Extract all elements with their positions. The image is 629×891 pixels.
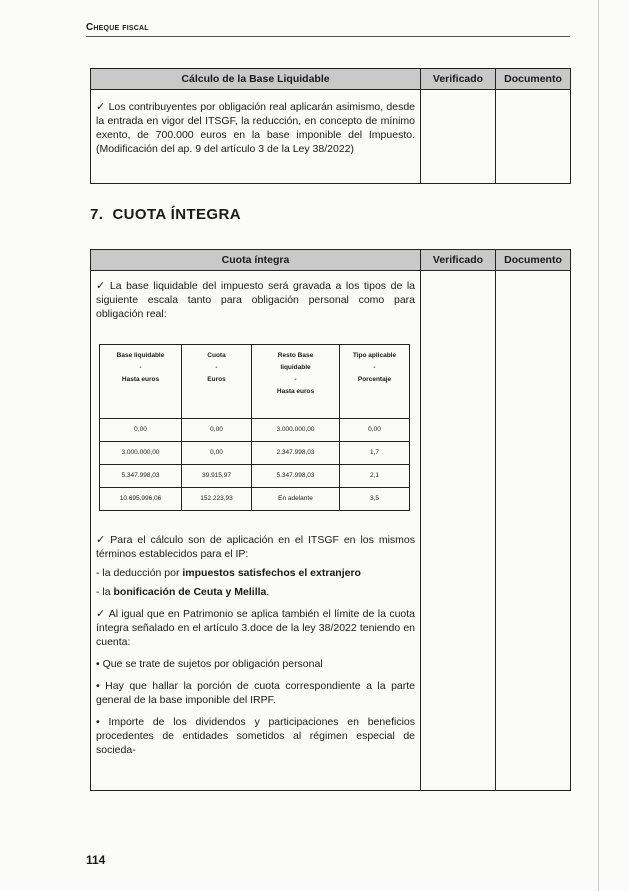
header-line: Tipo aplicable xyxy=(352,352,397,359)
running-head: Cheque fiscal xyxy=(86,22,149,33)
table-row xyxy=(91,271,571,791)
header-rule xyxy=(86,36,570,37)
scale-cell: 3,5 xyxy=(340,488,410,511)
base-liquidable-table xyxy=(90,68,571,184)
section-title: 7. CUOTA ÍNTEGRA xyxy=(90,206,241,223)
scale-header-resto xyxy=(252,345,340,419)
header-line: Cuota xyxy=(207,352,226,359)
para-limite-text: Al igual que en Patrimonio se aplica también el límite de la cuota íntegra señalado en el artículo 3.doce de la ley 38/2022 teniendo en cuenta: xyxy=(96,608,416,648)
scale-header-row xyxy=(100,345,410,419)
header-line: - xyxy=(294,376,297,383)
para-ip-text: Para el cálculo son de aplicación en el ITSGF en los mismos términos establecidos para el IP: xyxy=(96,534,416,560)
deduccion-bold: impuestos satisfechos el extranjero xyxy=(182,567,361,579)
header-line: - xyxy=(373,364,376,371)
scale-cell: 0,00 xyxy=(182,419,252,442)
header-line: Porcentaje xyxy=(357,376,392,383)
column-header-verificado: Verificado xyxy=(421,250,496,271)
table-row xyxy=(91,90,571,184)
scale-cell: 3.000.000,00 xyxy=(252,419,340,442)
scale-cell: 0,00 xyxy=(340,419,410,442)
deduccion-prefix: - la deducción por xyxy=(96,567,183,579)
scale-cell: 39.915,97 xyxy=(182,465,252,488)
scale-header-cuota xyxy=(182,345,252,419)
scale-cell: 0,00 xyxy=(100,419,182,442)
check-icon: ✓ xyxy=(96,280,107,292)
verificado-cell xyxy=(421,90,496,184)
para-ip xyxy=(96,533,415,561)
page-edge-line xyxy=(598,0,599,891)
column-header-documento: Documento xyxy=(496,69,571,90)
scale-cell: 5.347.998,03 xyxy=(252,465,340,488)
table-header-row xyxy=(91,69,571,90)
verificado-cell xyxy=(421,271,496,791)
scale-row xyxy=(100,488,410,511)
bonificacion-line xyxy=(96,585,415,599)
para-limite xyxy=(96,607,415,649)
scale-cell: 3.000.000,00 xyxy=(100,442,182,465)
deduccion-line xyxy=(96,566,415,580)
header-line: liquidable xyxy=(280,364,311,371)
scale-cell: 0,00 xyxy=(182,442,252,465)
bullet-icon: • xyxy=(96,680,100,692)
scale-cell: En adelante xyxy=(252,488,340,511)
scale-row xyxy=(100,442,410,465)
list-item xyxy=(96,657,415,671)
scale-cell: 2.347.998,03 xyxy=(252,442,340,465)
bonificacion-suffix: . xyxy=(266,586,270,598)
cuota-integra-table xyxy=(90,249,571,791)
tax-scale-table xyxy=(99,344,410,511)
scale-row xyxy=(100,465,410,488)
intro-text: La base liquidable del impuesto será gravada a los tipos de la siguiente escala tanto para obligación personal como para obligación real: xyxy=(96,280,416,320)
scale-header-base xyxy=(100,345,182,419)
header-line: - xyxy=(215,364,218,371)
header-line: Hasta euros xyxy=(121,376,160,383)
column-header-documento: Documento xyxy=(496,250,571,271)
table-cell-text xyxy=(91,271,421,791)
scale-cell: 5.347.998,03 xyxy=(100,465,182,488)
table-cell-text xyxy=(91,90,421,184)
scale-cell: 1,7 xyxy=(340,442,410,465)
header-line: Base liquidable xyxy=(116,352,165,359)
header-line: Euros xyxy=(207,376,226,383)
scale-row xyxy=(100,419,410,442)
documento-cell xyxy=(496,90,571,184)
documento-cell xyxy=(496,271,571,791)
column-header-calculo: Cálculo de la Base Liquidable xyxy=(91,69,421,90)
bullet-text: Importe de los dividendos y participaciones en beneficios procedentes de entidades sometidos al régimen especial de socieda- xyxy=(96,716,416,756)
header-line: Hasta euros xyxy=(276,388,315,395)
header-line: - xyxy=(139,364,142,371)
check-icon: ✓ xyxy=(96,608,106,620)
scale-cell: 2,1 xyxy=(340,465,410,488)
base-liquidable-text: Los contribuyentes por obligación real aplicarán asimismo, desde la entrada en vigor del ITSGF, la reducción, en concepto de mínimo exento, de 700.000 euros en la base imponible del Impuesto. (Modificación del ap. 9 del artículo 3 de la Ley 38/2022) xyxy=(96,101,415,155)
scale-header-tipo xyxy=(340,345,410,419)
check-icon: ✓ xyxy=(96,101,106,113)
scale-cell: 152.223,93 xyxy=(182,488,252,511)
bullet-icon: • xyxy=(96,716,100,728)
check-icon: ✓ xyxy=(96,534,108,546)
column-header-cuota: Cuota íntegra xyxy=(91,250,421,271)
scale-cell: 10.695.996,06 xyxy=(100,488,182,511)
bonificacion-bold: bonificación de Ceuta y Melilla xyxy=(113,586,267,598)
intro-paragraph xyxy=(96,279,415,321)
bullet-text: Que se trate de sujetos por obligación personal xyxy=(102,658,323,670)
column-header-verificado: Verificado xyxy=(421,69,496,90)
list-item xyxy=(96,679,415,707)
bullet-text: Hay que hallar la porción de cuota correspondiente a la parte general de la base imponible del IRPF. xyxy=(96,680,416,706)
page-number: 114 xyxy=(86,853,106,867)
bonificacion-prefix: - la xyxy=(96,586,114,598)
bullet-icon: • xyxy=(96,658,100,670)
header-line: Resto Base xyxy=(277,352,314,359)
table-header-row xyxy=(91,250,571,271)
list-item xyxy=(96,715,415,757)
